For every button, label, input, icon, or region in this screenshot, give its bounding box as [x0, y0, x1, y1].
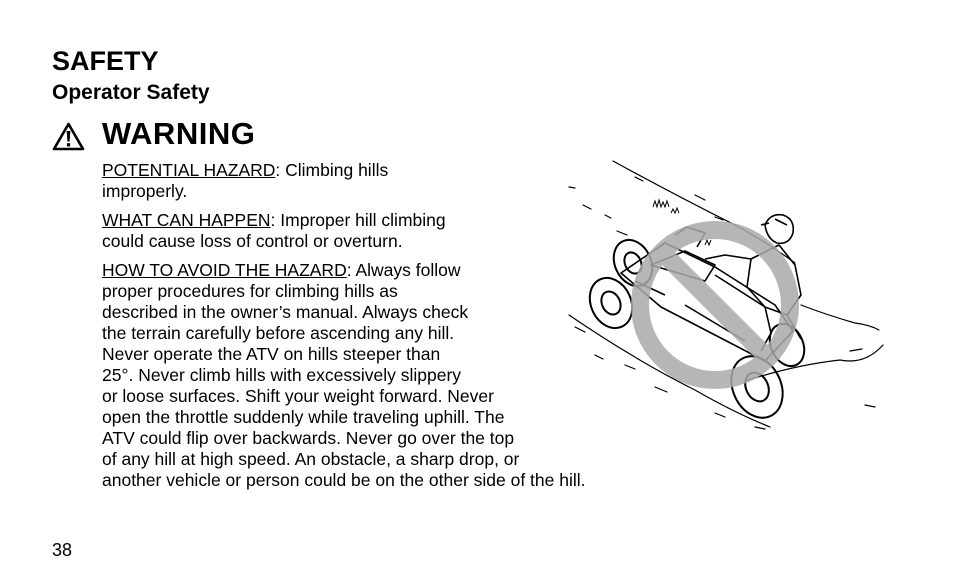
how-to-avoid-label: HOW TO AVOID THE HAZARD — [102, 260, 347, 280]
text-line: : Always follow — [346, 260, 461, 280]
text-line: : Improper hill climbing — [270, 210, 446, 230]
text-line: described in the owner’s manual. Always check — [102, 302, 469, 322]
text-line: ATV could flip over backwards. Never go over the top — [102, 428, 515, 448]
text-line: or loose surfaces. Shift your weight forward. Never — [102, 386, 494, 406]
text-line: Never operate the ATV on hills steeper than — [102, 344, 441, 364]
text-line: open the throttle suddenly while traveling uphill. The — [102, 407, 505, 427]
text-line: : Climbing hills — [275, 160, 389, 180]
text-line: the terrain carefully before ascending any hill. — [102, 323, 455, 343]
text-line: another vehicle or person could be on the other side of the hill. — [102, 470, 586, 490]
text-line: proper procedures for climbing hills as — [102, 281, 398, 301]
text-line: 25°. Never climb hills with excessively slippery — [102, 365, 462, 385]
text-line: of any hill at high speed. An obstacle, a sharp drop, or — [102, 449, 520, 469]
page-number: 38 — [52, 540, 73, 560]
prohibition-circle-icon — [640, 230, 790, 380]
text-line: improperly. — [102, 181, 188, 201]
atv-hill-climb-illustration — [565, 155, 885, 435]
section-title: SAFETY — [52, 46, 159, 76]
warning-triangle-icon — [52, 122, 85, 151]
text-line: could cause loss of control or overturn. — [102, 231, 403, 251]
what-can-happen-label: WHAT CAN HAPPEN — [102, 210, 271, 230]
subsection-title: Operator Safety — [52, 81, 210, 104]
warning-title: WARNING — [102, 116, 256, 151]
potential-hazard-label: POTENTIAL HAZARD — [102, 160, 276, 180]
